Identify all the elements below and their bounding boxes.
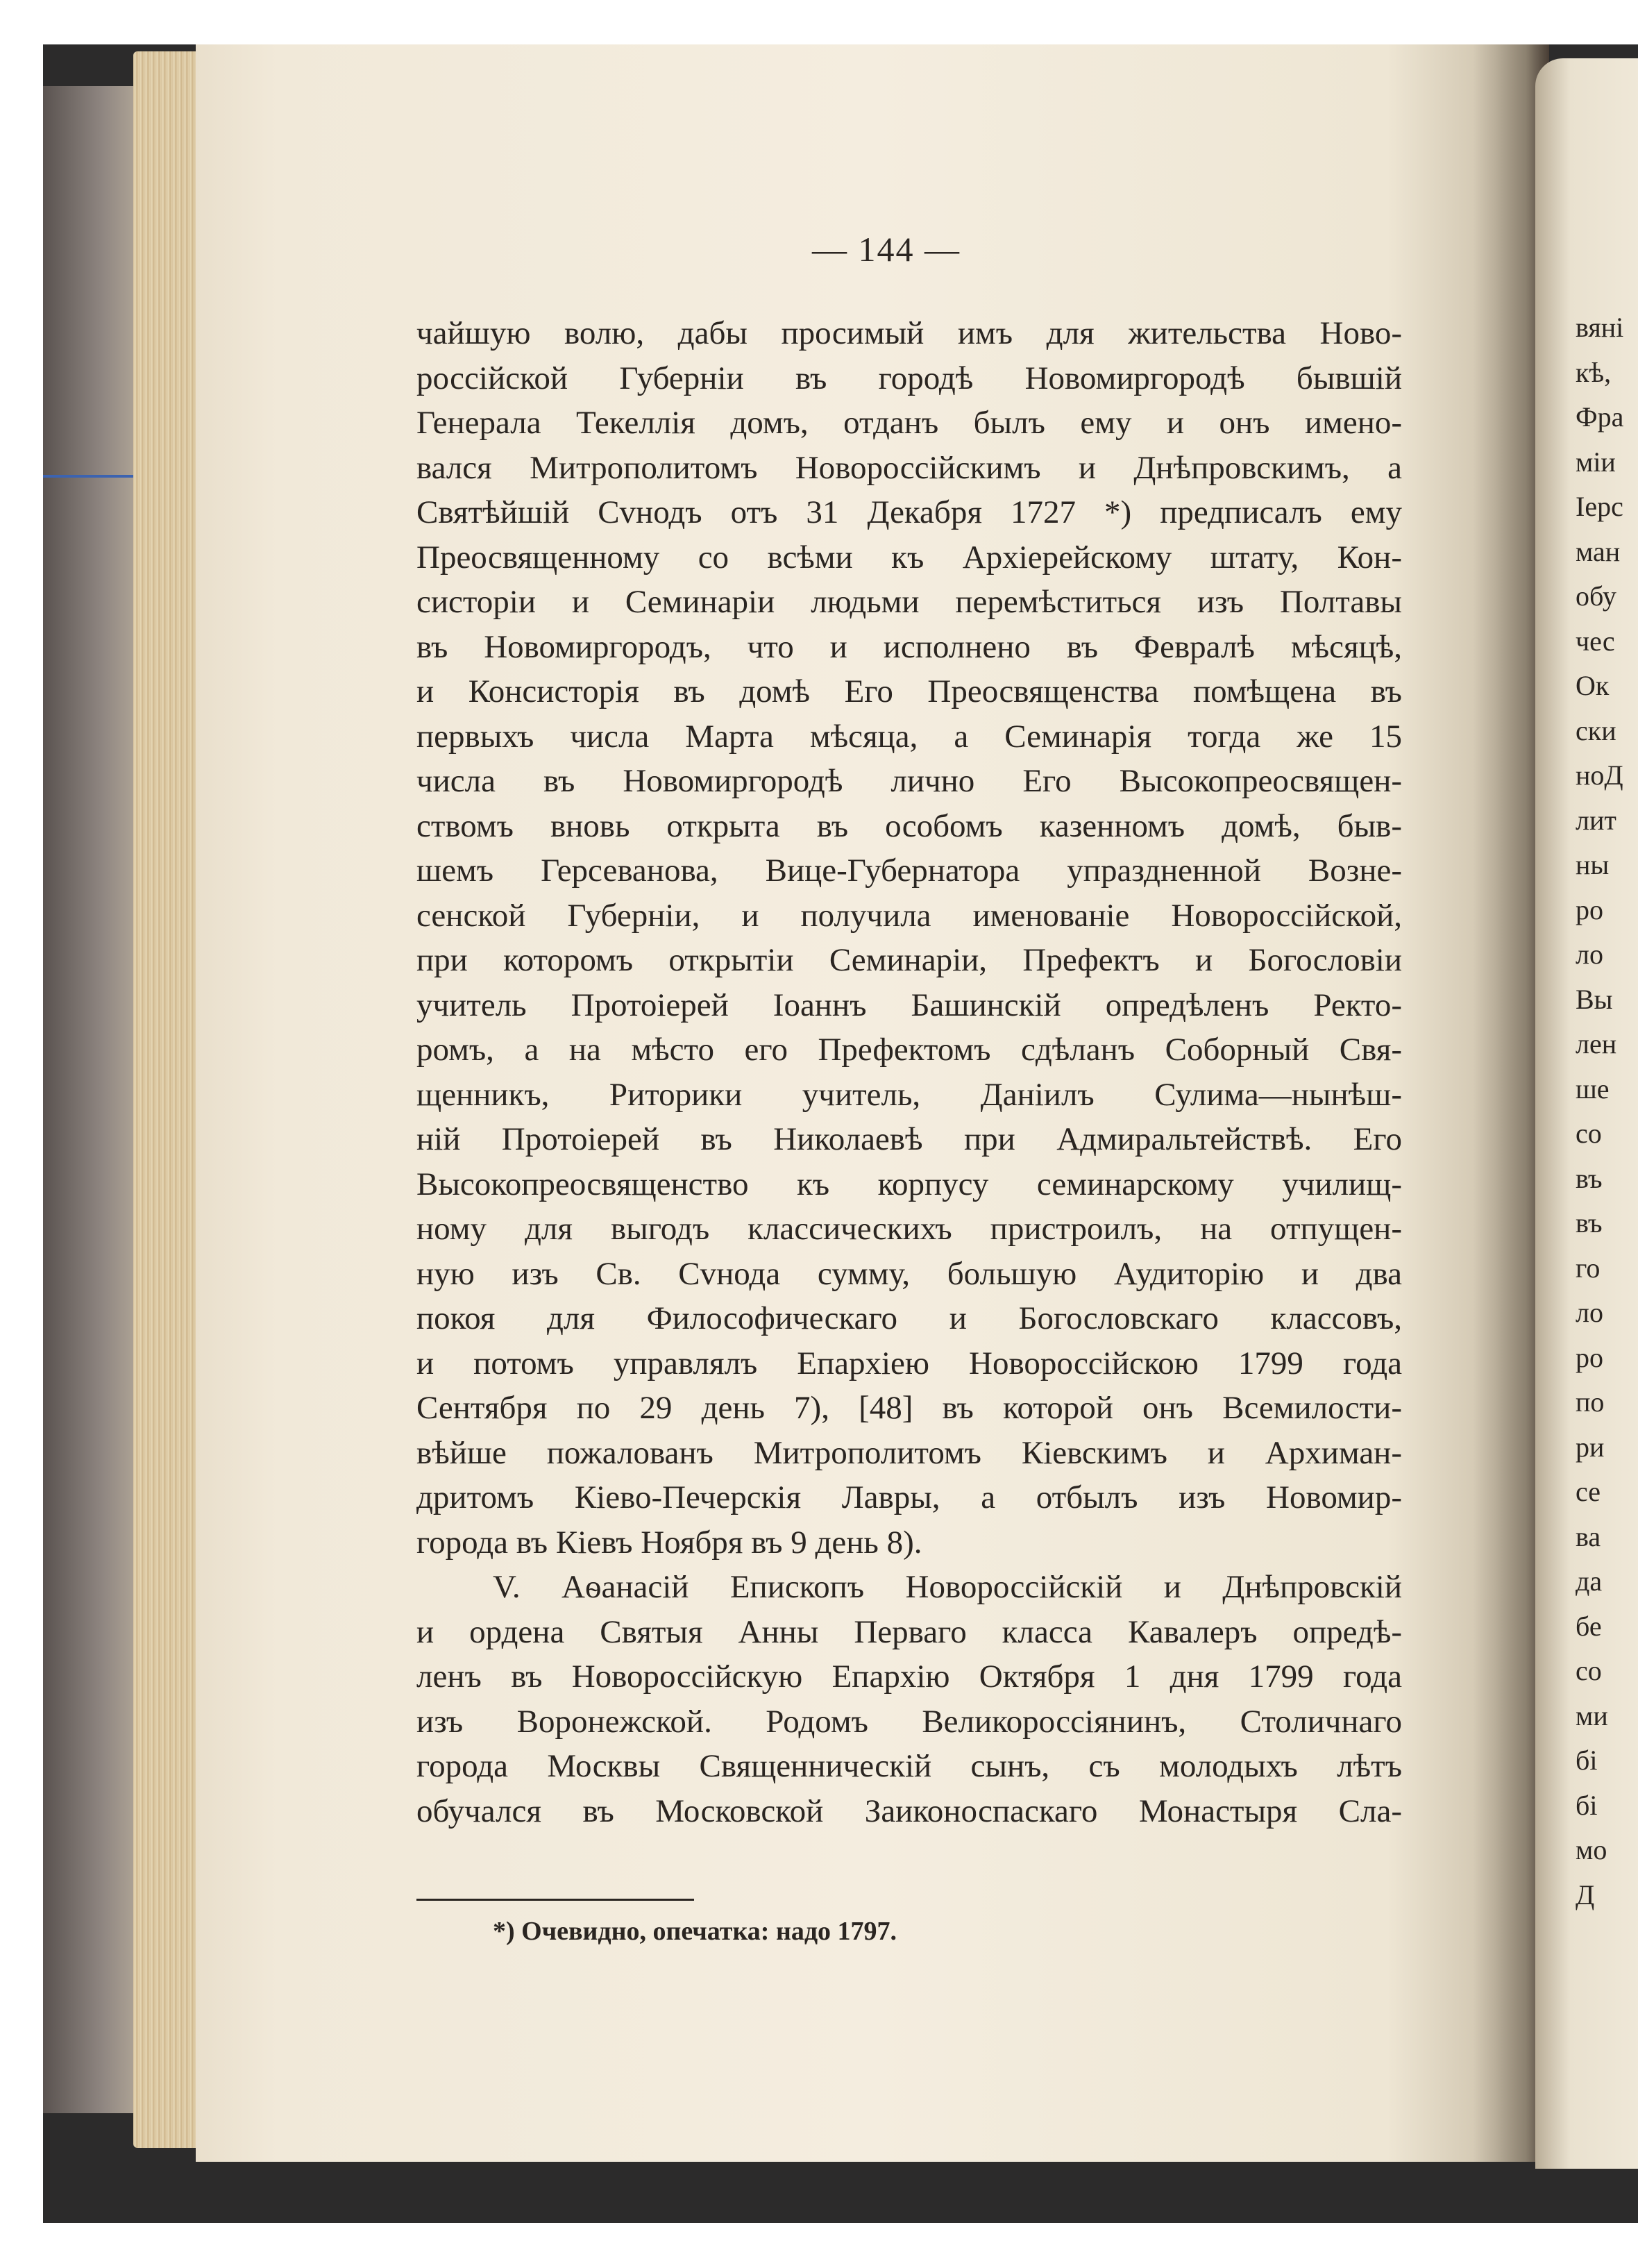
text-line: ствомъ вновь открыта въ особомъ казенномъ домѣ, быв-: [416, 807, 1402, 844]
text-line: чайшую волю, дабы просимый имъ для жительства Ново-: [416, 315, 1402, 351]
text-line: щенникъ, Риторики учитель, Даніилъ Сулима—нынѣш-: [416, 1076, 1402, 1113]
adjacent-text-fragment: въ: [1576, 1162, 1603, 1194]
text-line: V. Аѳанасій Епископъ Новороссійскій и Днѣпровскій: [493, 1569, 1402, 1605]
adjacent-text-fragment: обу: [1576, 580, 1616, 612]
adjacent-text-fragment: Вы: [1576, 983, 1613, 1015]
blue-marker-line: [43, 475, 140, 478]
text-line: и Консисторія въ домѣ Его Преосвященства помѣщена въ: [416, 673, 1402, 709]
adjacent-text-fragment: бі: [1576, 1789, 1598, 1821]
adjacent-text-fragment: со: [1576, 1118, 1602, 1149]
page-number: — 144 —: [812, 230, 961, 269]
text-line: обучался въ Московской Заиконоспаскаго Монастыря Сла-: [416, 1792, 1402, 1829]
adjacent-text-fragment: се: [1576, 1476, 1601, 1507]
text-line: изъ Воронежской. Родомъ Великороссіянинъ, Столичнаго: [416, 1703, 1402, 1740]
adjacent-text-fragment: бе: [1576, 1610, 1602, 1642]
text-line: въ Новомиргородъ, что и исполнено въ Февралѣ мѣсяцѣ,: [416, 628, 1402, 665]
adjacent-text-fragment: ноД: [1576, 759, 1623, 791]
text-line: Сентября по 29 день 7), [48] въ которой онъ Всемилости-: [416, 1390, 1402, 1426]
adjacent-text-fragment: кѣ,: [1576, 356, 1612, 388]
text-line: и ордена Святыя Анны Перваго класса Кавалеръ опредѣ-: [416, 1613, 1402, 1650]
text-line: ную изъ Св. Сvнода сумму, большую Аудиторію и два: [416, 1255, 1402, 1292]
adjacent-text-fragment: чес: [1576, 625, 1615, 657]
adjacent-text-fragment: ло: [1576, 1297, 1603, 1328]
text-line: ленъ въ Новороссійскую Епархію Октября 1 дня 1799 года: [416, 1658, 1402, 1695]
text-line: ромъ, а на мѣсто его Префектомъ сдѣланъ Соборный Свя-: [416, 1032, 1402, 1068]
text-line: ному для выгодъ классическихъ пристроилъ, на отпущен-: [416, 1211, 1402, 1247]
adjacent-text-fragment: вяні: [1576, 312, 1624, 343]
footnote: *) Очевидно, опечатка: надо 1797.: [493, 1917, 897, 1946]
adjacent-text-fragment: ро: [1576, 1341, 1603, 1373]
adjacent-text-fragment: мо: [1576, 1834, 1607, 1865]
text-line: города Москвы Священническій сынъ, съ молодыхъ лѣтъ: [416, 1748, 1402, 1784]
text-line: города въ Кіевъ Ноября въ 9 день 8).: [416, 1524, 922, 1561]
adjacent-text-fragment: Д: [1576, 1879, 1595, 1910]
text-line: россійской Губерніи въ городѣ Новомиргородѣ бывшій: [416, 360, 1402, 396]
adjacent-text-fragment: Фра: [1576, 401, 1624, 432]
text-line: первыхъ числа Марта мѣсяца, а Семинарія тогда же 15: [416, 718, 1402, 755]
adjacent-text-fragment: ман: [1576, 535, 1621, 567]
adjacent-text-fragment: Іерс: [1576, 491, 1623, 522]
text-line: ній Протоіерей въ Николаевѣ при Адмиральтействѣ. Его: [416, 1121, 1402, 1157]
text-line: вался Митрополитомъ Новороссійскимъ и Днѣпровскимъ, а: [416, 449, 1402, 486]
adjacent-text-fragment: ло: [1576, 939, 1603, 970]
text-line: при которомъ открытіи Семинаріи, Префектъ и Богословіи: [416, 942, 1402, 978]
text-line: систоріи и Семинаріи людьми перемѣститься изъ Полтавы: [416, 584, 1402, 620]
text-line: дритомъ Кіево-Печерскія Лавры, а отбылъ изъ Новомир-: [416, 1479, 1402, 1515]
adjacent-text-fragment: го: [1576, 1252, 1601, 1284]
text-line: вѣйше пожалованъ Митрополитомъ Кіевскимъ и Архиман-: [416, 1434, 1402, 1471]
text-line: и потомъ управлялъ Епархіею Новороссійскою 1799 года: [416, 1345, 1402, 1381]
adjacent-text-fragment: бі: [1576, 1745, 1598, 1776]
adjacent-text-fragment: ро: [1576, 893, 1603, 925]
adjacent-text-fragment: ри: [1576, 1431, 1605, 1463]
footnote-divider: [416, 1899, 694, 1901]
text-line: Преосвященному со всѣми къ Архіерейскому штату, Кон-: [416, 539, 1402, 576]
adjacent-text-fragment: міи: [1576, 446, 1616, 478]
adjacent-text-fragment: лит: [1576, 804, 1616, 836]
text-line: Генерала Текеллія домъ, отданъ былъ ему и онъ имено-: [416, 405, 1402, 441]
adjacent-text-fragment: со: [1576, 1655, 1602, 1686]
scanner-background-left: [43, 86, 140, 2113]
text-line: Высокопреосвященство къ корпусу семинарскому училищ-: [416, 1166, 1402, 1202]
adjacent-text-fragment: ски: [1576, 714, 1616, 746]
text-line: шемъ Герсеванова, Вице-Губернатора упраздненной Возне-: [416, 852, 1402, 889]
adjacent-text-fragment: ны: [1576, 849, 1610, 880]
adjacent-page-text: [1576, 305, 1638, 1917]
adjacent-text-fragment: да: [1576, 1565, 1603, 1597]
adjacent-text-fragment: Ок: [1576, 670, 1610, 701]
text-line: учитель Протоіерей Іоаннъ Башинскій опредѣленъ Ректо-: [416, 986, 1402, 1023]
page-text: [416, 311, 1402, 1833]
text-line: числа въ Новомиргородѣ лично Его Высокопреосвящен-: [416, 763, 1402, 799]
text-line: Святѣйшій Сvнодъ отъ 31 Декабря 1727 *) предписалъ ему: [416, 494, 1402, 530]
page-edges: [133, 51, 203, 2148]
text-line: сенской Губерніи, и получила именованіе Новороссійской,: [416, 897, 1402, 934]
adjacent-text-fragment: лен: [1576, 1028, 1617, 1059]
text-line: покоя для Философическаго и Богословскаго классовъ,: [416, 1300, 1402, 1336]
adjacent-text-fragment: ше: [1576, 1073, 1610, 1104]
adjacent-text-fragment: по: [1576, 1386, 1605, 1418]
adjacent-text-fragment: ми: [1576, 1699, 1608, 1731]
adjacent-text-fragment: ва: [1576, 1520, 1601, 1552]
adjacent-text-fragment: въ: [1576, 1207, 1603, 1238]
